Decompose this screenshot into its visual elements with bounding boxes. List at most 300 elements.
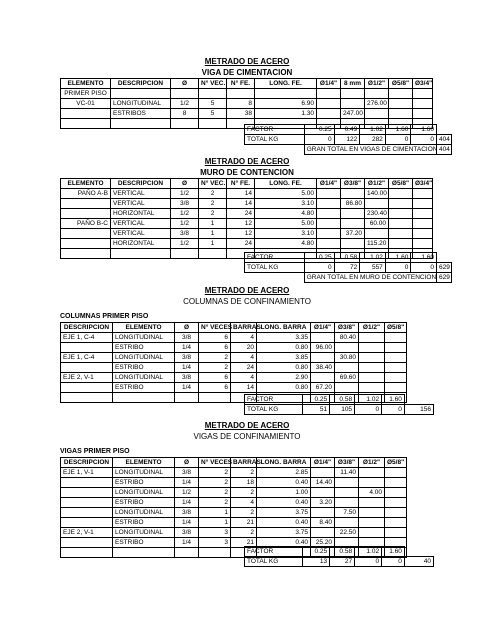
muro-total-0: 0 bbox=[304, 263, 334, 273]
vigas-cell bbox=[335, 478, 359, 488]
columnas-cell: 0.80 bbox=[257, 383, 311, 393]
vigas-header-9: Ø5/8" bbox=[385, 458, 407, 468]
vigas-cell: 2 bbox=[231, 488, 257, 498]
columnas-header-1: ELEMENTO bbox=[113, 323, 175, 333]
viga-cell: 1/2 bbox=[171, 99, 199, 109]
muro-cell: 1 bbox=[199, 239, 227, 249]
muro-cell bbox=[389, 219, 413, 229]
muro-cell bbox=[389, 229, 413, 239]
muro-grand-spacer bbox=[245, 273, 305, 283]
columnas-cell: 0.80 bbox=[257, 343, 311, 353]
viga-header-0: ELEMENTO bbox=[61, 79, 111, 89]
vigas-cell: LONGITUDINAL bbox=[113, 488, 175, 498]
vigas-cell: 3/8 bbox=[175, 468, 199, 478]
columnas-cell: 2.90 bbox=[257, 373, 311, 383]
viga-cell bbox=[317, 89, 341, 99]
muro-total-4: 0 bbox=[411, 263, 437, 273]
columnas-header-6: Ø1/4" bbox=[311, 323, 335, 333]
viga-cell bbox=[199, 119, 227, 129]
vigas-cell: 1/4 bbox=[175, 478, 199, 488]
vigas-cell: ESTRIBO bbox=[113, 478, 175, 488]
viga-cell: PRIMER PISO bbox=[61, 89, 111, 99]
vigas-header-8: Ø1/2" bbox=[359, 458, 385, 468]
viga-header-2: Ø bbox=[171, 79, 199, 89]
muro-grand-total: 629 bbox=[437, 273, 452, 283]
viga-header-1: DESCRIPCION bbox=[111, 79, 171, 89]
vigas-title: METRADO DE ACERO bbox=[204, 421, 290, 430]
muro-cell bbox=[111, 249, 171, 259]
muro-cell: HORIZONTAL bbox=[111, 239, 171, 249]
viga-factor-1: 0.49 bbox=[334, 125, 360, 135]
vigas-cell bbox=[385, 528, 407, 538]
vigas-cell bbox=[385, 488, 407, 498]
muro-factor-3: 1.60 bbox=[385, 253, 411, 263]
columnas-cell: 1/4 bbox=[175, 383, 199, 393]
viga-cell: 1.30 bbox=[255, 109, 317, 119]
viga-cell: 5 bbox=[199, 99, 227, 109]
muro-grand-label: GRAN TOTAL EN MURO DE CONTENCION bbox=[304, 273, 436, 283]
columnas-header-2: Ø bbox=[175, 323, 199, 333]
viga-header-3: N° VEC. bbox=[199, 79, 227, 89]
muro-cell bbox=[389, 199, 413, 209]
vigas-cell: 2.85 bbox=[257, 468, 311, 478]
vigas-cell bbox=[199, 548, 231, 558]
muro-cell bbox=[413, 229, 433, 239]
columnas-cell: 67.20 bbox=[311, 383, 335, 393]
table-row bbox=[61, 109, 433, 119]
table-row bbox=[61, 383, 407, 393]
table-row bbox=[61, 373, 407, 383]
muro-cell bbox=[317, 239, 341, 249]
vigas-cell: 3.75 bbox=[257, 508, 311, 518]
vigas-cell: 2 bbox=[231, 508, 257, 518]
table-row bbox=[61, 189, 433, 199]
muro-cell bbox=[341, 239, 365, 249]
viga-cell bbox=[341, 99, 365, 109]
columnas-section bbox=[0, 285, 494, 307]
vigas-cell: LONGITUDINAL bbox=[113, 528, 175, 538]
columnas-cell: ESTRIBO bbox=[113, 383, 175, 393]
table-row bbox=[61, 508, 407, 518]
columnas-cell: 3/8 bbox=[175, 333, 199, 343]
viga-title: METRADO DE ACERO bbox=[204, 57, 290, 66]
columnas-cell: 3.85 bbox=[257, 353, 311, 363]
muro-header-7: Ø3/8" bbox=[341, 179, 365, 189]
columnas-total-0: 51 bbox=[303, 405, 330, 415]
columnas-cell bbox=[359, 383, 385, 393]
muro-cell bbox=[341, 189, 365, 199]
columnas-cell bbox=[359, 353, 385, 363]
vigas-cell bbox=[359, 498, 385, 508]
muro-cell bbox=[389, 189, 413, 199]
viga-factor-3: 1.60 bbox=[385, 125, 411, 135]
vigas-cell: 3.75 bbox=[257, 528, 311, 538]
vigas-cell: ESTRIBO bbox=[113, 498, 175, 508]
muro-cell: 24 bbox=[227, 239, 255, 249]
viga-header-10: Ø3/4" bbox=[413, 79, 433, 89]
viga-cell bbox=[199, 89, 227, 99]
columnas-table bbox=[60, 322, 407, 403]
muro-header-6: Ø1/4" bbox=[317, 179, 341, 189]
vigas-total-sum: 40 bbox=[404, 557, 433, 567]
vigas-cell bbox=[385, 498, 407, 508]
columnas-cell: ESTRIBO bbox=[113, 343, 175, 353]
viga-header-7: 8 mm bbox=[341, 79, 365, 89]
muro-cell: 3/8 bbox=[171, 229, 199, 239]
muro-cell bbox=[365, 229, 389, 239]
muro-header-1: DESCRIPCION bbox=[111, 179, 171, 189]
vigas-factor-label: FACTOR bbox=[245, 547, 303, 557]
vigas-header-7: Ø3/8" bbox=[335, 458, 359, 468]
viga-header-4: N° FE. bbox=[227, 79, 255, 89]
columnas-cell bbox=[311, 333, 335, 343]
viga-cell: 276.00 bbox=[365, 99, 389, 109]
viga-summary bbox=[244, 124, 452, 155]
vigas-cell: 3 bbox=[199, 528, 231, 538]
vigas-section bbox=[0, 420, 494, 442]
muro-cell: VERTICAL bbox=[111, 229, 171, 239]
table-row bbox=[61, 229, 433, 239]
muro-total-sum: 629 bbox=[437, 263, 452, 273]
vigas-subtitle: VIGAS DE CONFINAMIENTO bbox=[193, 432, 301, 441]
vigas-cell: 25.20 bbox=[311, 538, 335, 548]
columnas-cell: 2 bbox=[199, 363, 231, 373]
muro-cell bbox=[413, 209, 433, 219]
vigas-total-3: 0 bbox=[382, 557, 405, 567]
columnas-label: COLUMNAS PRIMER PISO bbox=[60, 313, 149, 320]
viga-cell bbox=[365, 89, 389, 99]
columnas-cell bbox=[61, 383, 113, 393]
columnas-cell: 20 bbox=[231, 343, 257, 353]
muro-title: METRADO DE ACERO bbox=[204, 157, 290, 166]
vigas-cell: 0.40 bbox=[257, 478, 311, 488]
muro-cell bbox=[61, 249, 111, 259]
columnas-cell bbox=[385, 343, 407, 353]
vigas-cell: 1/4 bbox=[175, 538, 199, 548]
muro-cell: 1 bbox=[199, 229, 227, 239]
muro-cell: 2 bbox=[199, 189, 227, 199]
muro-cell: 60.00 bbox=[365, 219, 389, 229]
viga-total-4: 0 bbox=[411, 135, 437, 145]
columnas-cell: 96.00 bbox=[311, 343, 335, 353]
table-row bbox=[61, 89, 433, 99]
muro-cell: PAÑO A-B bbox=[61, 189, 111, 199]
muro-header-4: N° FE. bbox=[227, 179, 255, 189]
vigas-cell: 1.00 bbox=[257, 488, 311, 498]
muro-factor-blank bbox=[437, 253, 452, 263]
vigas-cell: 1 bbox=[199, 518, 231, 528]
vigas-cell: 3/8 bbox=[175, 508, 199, 518]
muro-factor-4: 1.60 bbox=[411, 253, 437, 263]
muro-cell: 115.20 bbox=[365, 239, 389, 249]
columnas-cell: EJE 2, V-1 bbox=[61, 373, 113, 383]
table-row bbox=[61, 498, 407, 508]
columnas-cell: LONGITUDINAL bbox=[113, 333, 175, 343]
vigas-cell bbox=[385, 518, 407, 528]
columnas-cell: ESTRIBO bbox=[113, 363, 175, 373]
columnas-cell bbox=[175, 393, 199, 403]
muro-cell bbox=[413, 199, 433, 209]
columnas-cell bbox=[385, 383, 407, 393]
vigas-summary bbox=[244, 546, 434, 567]
columnas-total-sum: 156 bbox=[404, 405, 433, 415]
viga-factor-2: 1.02 bbox=[360, 125, 386, 135]
viga-section bbox=[0, 56, 494, 78]
viga-cell: 8 bbox=[227, 99, 255, 109]
vigas-cell: 3 bbox=[199, 538, 231, 548]
table-row bbox=[61, 239, 433, 249]
viga-cell bbox=[389, 99, 413, 109]
vigas-label: VIGAS PRIMER PISO bbox=[60, 448, 130, 455]
columnas-cell: 6 bbox=[199, 343, 231, 353]
columnas-header-7: Ø3/8" bbox=[335, 323, 359, 333]
viga-cell bbox=[317, 109, 341, 119]
muro-cell bbox=[341, 219, 365, 229]
vigas-cell bbox=[359, 468, 385, 478]
muro-header-10: Ø3/4" bbox=[413, 179, 433, 189]
viga-cell: LONGITUDINAL bbox=[111, 99, 171, 109]
viga-header-8: Ø1/2" bbox=[365, 79, 389, 89]
vigas-header-0: DESCRIPCION bbox=[61, 458, 113, 468]
columnas-cell: 3/8 bbox=[175, 373, 199, 383]
vigas-header-4: BARRAS bbox=[231, 458, 257, 468]
vigas-table bbox=[60, 457, 407, 558]
viga-cell bbox=[413, 89, 433, 99]
viga-grand-spacer bbox=[245, 145, 305, 155]
columnas-factor-1: 0.58 bbox=[330, 395, 355, 405]
viga-cell bbox=[365, 109, 389, 119]
muro-cell bbox=[317, 199, 341, 209]
viga-cell bbox=[111, 89, 171, 99]
vigas-cell bbox=[359, 508, 385, 518]
muro-factor-0: 0.25 bbox=[304, 253, 334, 263]
table-row bbox=[61, 488, 407, 498]
columnas-cell: 4 bbox=[231, 353, 257, 363]
columnas-cell: 1/4 bbox=[175, 363, 199, 373]
columnas-cell bbox=[385, 363, 407, 373]
table-row bbox=[61, 333, 407, 343]
viga-cell bbox=[111, 119, 171, 129]
viga-subtitle: VIGA DE CIMENTACION bbox=[201, 68, 293, 77]
vigas-cell: ESTRIBO bbox=[113, 518, 175, 528]
muro-cell bbox=[61, 209, 111, 219]
columnas-cell: EJE 1, C-4 bbox=[61, 353, 113, 363]
viga-cell: ESTRIBOS bbox=[111, 109, 171, 119]
vigas-total-0: 13 bbox=[303, 557, 330, 567]
muro-factor-2: 1.02 bbox=[360, 253, 386, 263]
vigas-cell: 0.40 bbox=[257, 538, 311, 548]
viga-total-sum: 404 bbox=[437, 135, 452, 145]
vigas-cell bbox=[335, 518, 359, 528]
vigas-cell: 1 bbox=[199, 508, 231, 518]
vigas-cell bbox=[61, 478, 113, 488]
muro-cell: 2 bbox=[199, 199, 227, 209]
viga-cell bbox=[389, 109, 413, 119]
vigas-cell: LONGITUDINAL bbox=[113, 508, 175, 518]
muro-cell: 24 bbox=[227, 209, 255, 219]
vigas-cell: 2 bbox=[199, 488, 231, 498]
vigas-cell: EJE 2, V-1 bbox=[61, 528, 113, 538]
vigas-cell: 21 bbox=[231, 518, 257, 528]
vigas-cell bbox=[61, 508, 113, 518]
muro-cell bbox=[413, 219, 433, 229]
viga-factor-label: FACTOR bbox=[245, 125, 305, 135]
columnas-total-3: 0 bbox=[382, 405, 405, 415]
vigas-total-2: 0 bbox=[355, 557, 382, 567]
muro-cell: 3.10 bbox=[255, 229, 317, 239]
columnas-cell bbox=[385, 353, 407, 363]
muro-cell bbox=[365, 199, 389, 209]
columnas-cell: 4 bbox=[231, 373, 257, 383]
muro-cell bbox=[413, 239, 433, 249]
table-row bbox=[61, 209, 433, 219]
viga-cell bbox=[413, 99, 433, 109]
vigas-cell bbox=[61, 488, 113, 498]
vigas-cell: 8.40 bbox=[311, 518, 335, 528]
columnas-factor-3: 1.60 bbox=[382, 395, 405, 405]
columnas-cell: 24 bbox=[231, 363, 257, 373]
columnas-cell: 30.80 bbox=[335, 353, 359, 363]
muro-total-2: 557 bbox=[360, 263, 386, 273]
columnas-total-label: TOTAL KG bbox=[245, 405, 303, 415]
muro-header-9: Ø5/8" bbox=[389, 179, 413, 189]
vigas-cell bbox=[359, 528, 385, 538]
table-row bbox=[61, 528, 407, 538]
table-row bbox=[61, 199, 433, 209]
vigas-cell: 7.50 bbox=[335, 508, 359, 518]
viga-cell bbox=[61, 109, 111, 119]
vigas-cell: ESTRIBO bbox=[113, 538, 175, 548]
viga-total-2: 282 bbox=[360, 135, 386, 145]
muro-cell bbox=[389, 239, 413, 249]
viga-cell: 6.90 bbox=[255, 99, 317, 109]
vigas-cell: 22.50 bbox=[335, 528, 359, 538]
vigas-total-label: TOTAL KG bbox=[245, 557, 303, 567]
vigas-cell bbox=[335, 488, 359, 498]
muro-cell bbox=[199, 249, 227, 259]
muro-total-1: 72 bbox=[334, 263, 360, 273]
viga-cell: 5 bbox=[199, 109, 227, 119]
columnas-factor-0: 0.25 bbox=[303, 395, 330, 405]
muro-cell bbox=[61, 229, 111, 239]
viga-grand-label: GRAN TOTAL EN VIGAS DE CIMENTACION bbox=[304, 145, 436, 155]
vigas-cell bbox=[385, 508, 407, 518]
muro-header-8: Ø1/2" bbox=[365, 179, 389, 189]
muro-cell: 86.80 bbox=[341, 199, 365, 209]
table-row bbox=[61, 518, 407, 528]
columnas-cell: 6 bbox=[199, 373, 231, 383]
viga-header-6: Ø1/4" bbox=[317, 79, 341, 89]
columnas-cell: 2 bbox=[199, 353, 231, 363]
viga-cell bbox=[389, 89, 413, 99]
vigas-cell: 0.40 bbox=[257, 518, 311, 528]
columnas-total-1: 105 bbox=[330, 405, 355, 415]
vigas-cell: EJE 1, V-1 bbox=[61, 468, 113, 478]
vigas-factor-0: 0.25 bbox=[303, 547, 330, 557]
viga-cell bbox=[317, 99, 341, 109]
vigas-cell bbox=[311, 468, 335, 478]
viga-total-1: 122 bbox=[334, 135, 360, 145]
columnas-cell: LONGITUDINAL bbox=[113, 353, 175, 363]
columnas-cell: 38.40 bbox=[311, 363, 335, 373]
columnas-cell: 69.60 bbox=[335, 373, 359, 383]
vigas-cell: 14.40 bbox=[311, 478, 335, 488]
columnas-cell: 14 bbox=[231, 383, 257, 393]
viga-table bbox=[60, 78, 433, 129]
table-row bbox=[61, 353, 407, 363]
vigas-cell bbox=[359, 518, 385, 528]
muro-subtitle: MURO DE CONTENCION bbox=[200, 168, 294, 177]
viga-cell bbox=[341, 89, 365, 99]
columnas-cell bbox=[359, 373, 385, 383]
viga-cell: 247.00 bbox=[341, 109, 365, 119]
vigas-cell bbox=[311, 528, 335, 538]
viga-factor-blank bbox=[437, 125, 452, 135]
muro-cell bbox=[389, 209, 413, 219]
muro-cell: 12 bbox=[227, 229, 255, 239]
muro-cell: 1 bbox=[199, 219, 227, 229]
vigas-cell bbox=[113, 548, 175, 558]
muro-cell: 37.20 bbox=[341, 229, 365, 239]
vigas-factor-3: 1.60 bbox=[382, 547, 405, 557]
muro-cell: 140.00 bbox=[365, 189, 389, 199]
viga-cell bbox=[61, 119, 111, 129]
columnas-factor-2: 1.02 bbox=[355, 395, 382, 405]
muro-header-5: LONG. FE. bbox=[255, 179, 317, 189]
vigas-factor-blank bbox=[404, 547, 433, 557]
columnas-summary bbox=[244, 394, 434, 415]
muro-summary bbox=[244, 252, 452, 283]
vigas-cell: LONGITUDINAL bbox=[113, 468, 175, 478]
columnas-cell: 3/8 bbox=[175, 353, 199, 363]
muro-cell: 12 bbox=[227, 219, 255, 229]
muro-cell bbox=[61, 199, 111, 209]
muro-section bbox=[0, 156, 494, 178]
vigas-cell: 1/4 bbox=[175, 498, 199, 508]
viga-cell bbox=[255, 89, 317, 99]
muro-cell: VERTICAL bbox=[111, 189, 171, 199]
muro-cell bbox=[317, 189, 341, 199]
viga-total-0: 0 bbox=[304, 135, 334, 145]
muro-cell: 14 bbox=[227, 199, 255, 209]
viga-cell bbox=[413, 109, 433, 119]
muro-cell: 1/2 bbox=[171, 189, 199, 199]
viga-cell bbox=[171, 89, 199, 99]
columnas-cell: 3.35 bbox=[257, 333, 311, 343]
columnas-title: METRADO DE ACERO bbox=[204, 286, 290, 295]
muro-cell: 2 bbox=[199, 209, 227, 219]
viga-grand-total: 404 bbox=[437, 145, 452, 155]
viga-header-9: Ø5/8" bbox=[389, 79, 413, 89]
muro-cell bbox=[341, 209, 365, 219]
columnas-total-2: 0 bbox=[355, 405, 382, 415]
muro-cell: 5.00 bbox=[255, 219, 317, 229]
vigas-cell: 18 bbox=[231, 478, 257, 488]
vigas-factor-2: 1.02 bbox=[355, 547, 382, 557]
columnas-subtitle: COLUMNAS DE CONFINAMIENTO bbox=[183, 297, 311, 306]
vigas-cell: 0.40 bbox=[257, 498, 311, 508]
muro-cell: 3/8 bbox=[171, 199, 199, 209]
muro-cell: PAÑO B-C bbox=[61, 219, 111, 229]
muro-cell bbox=[317, 219, 341, 229]
table-row bbox=[61, 219, 433, 229]
muro-cell: 230.40 bbox=[365, 209, 389, 219]
table-row bbox=[61, 468, 407, 478]
muro-table bbox=[60, 178, 433, 259]
muro-cell bbox=[61, 239, 111, 249]
muro-cell: 1/2 bbox=[171, 219, 199, 229]
viga-cell bbox=[227, 89, 255, 99]
